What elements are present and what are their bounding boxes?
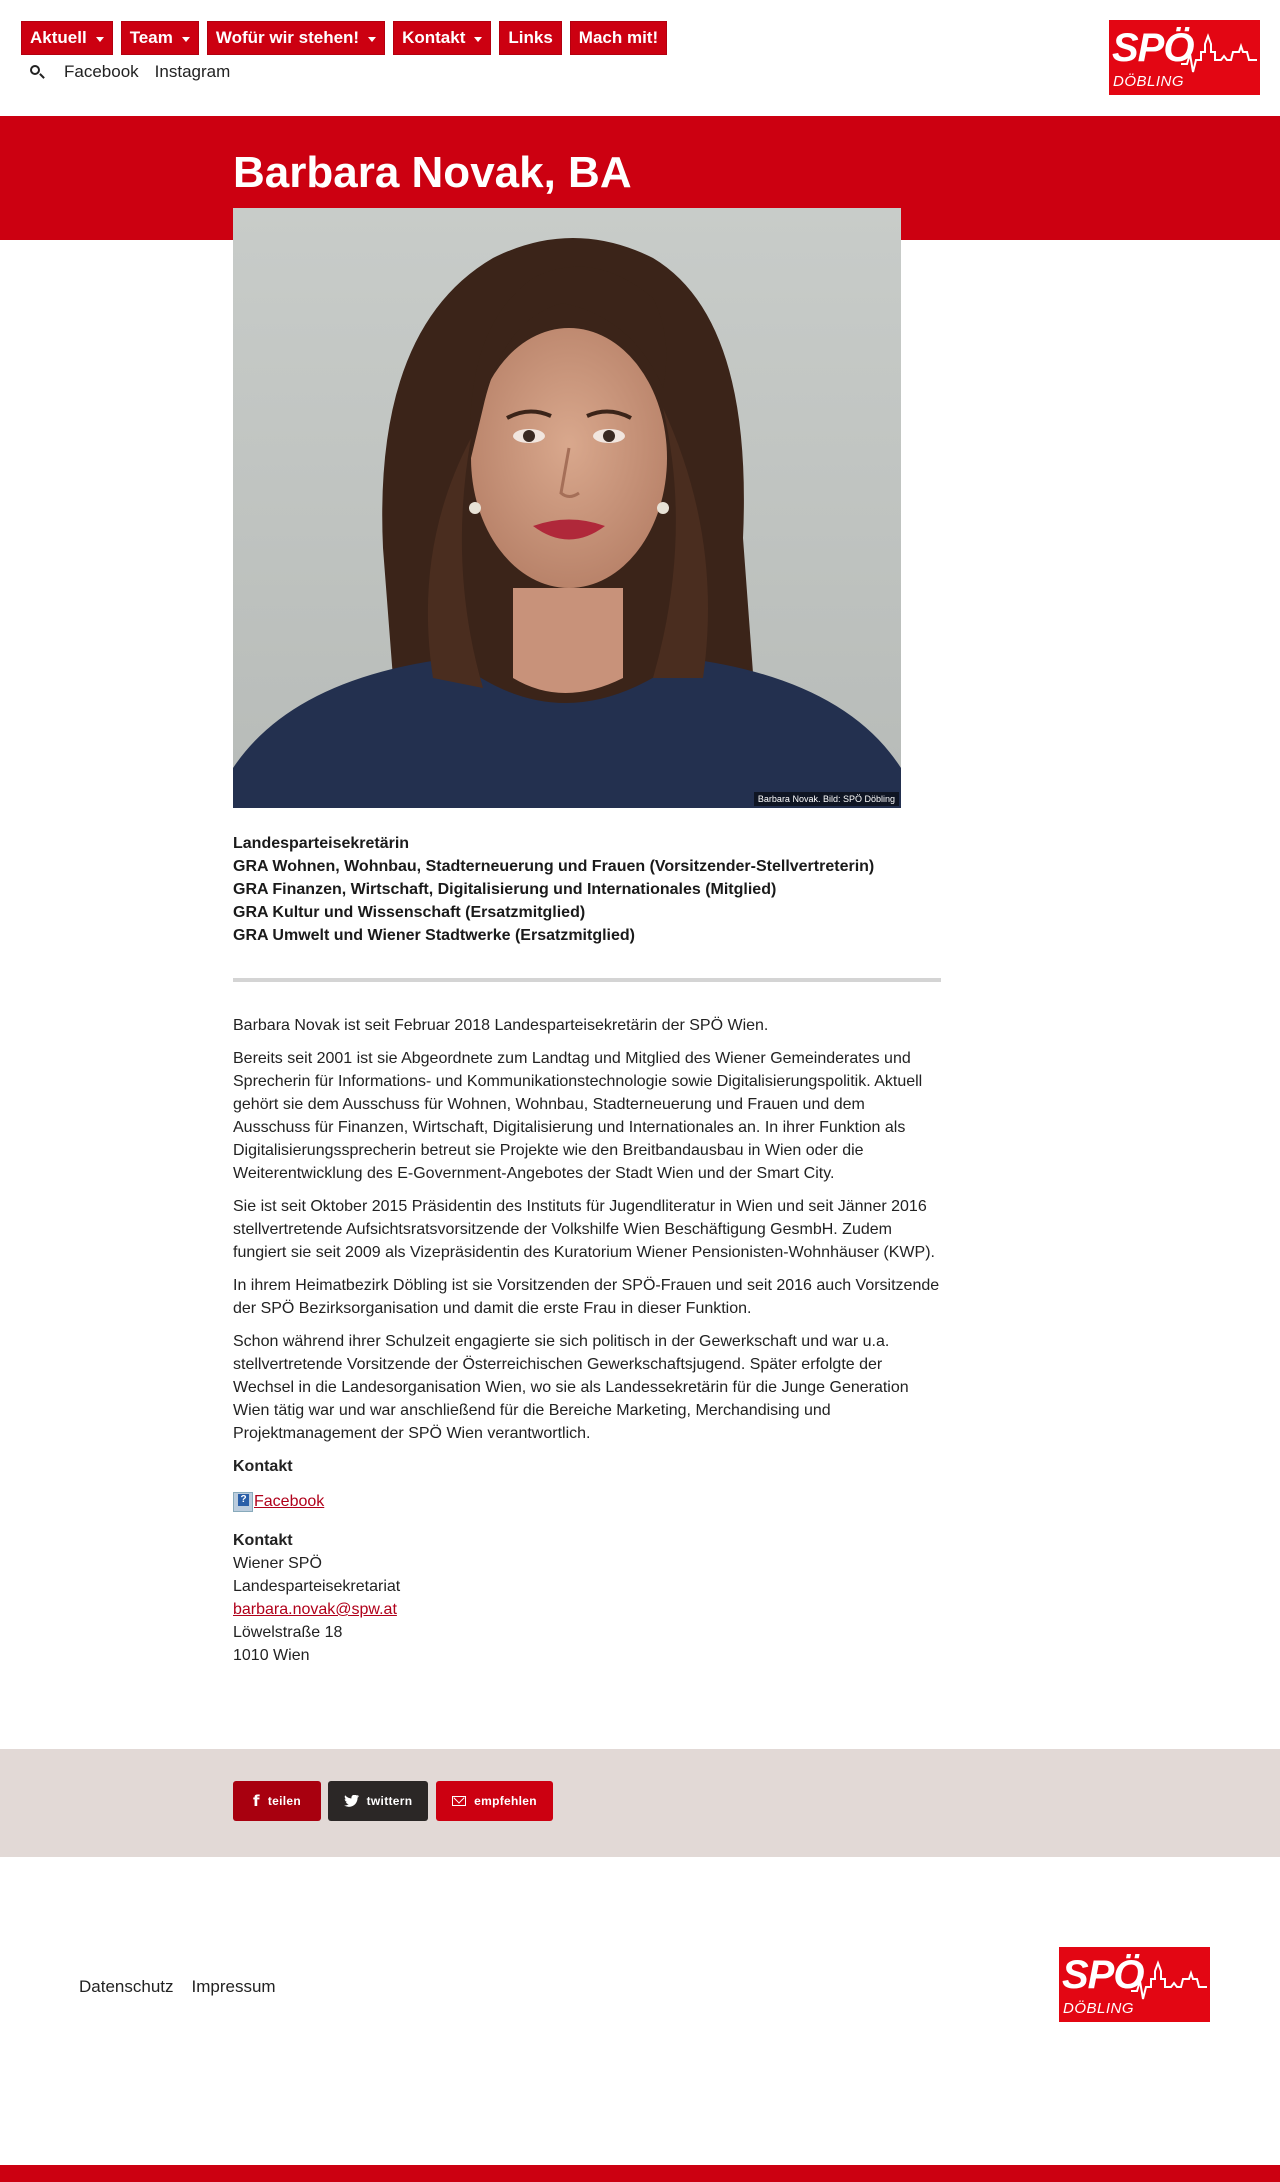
twitter-bird-icon xyxy=(344,1795,359,1808)
nav-label: Links xyxy=(508,28,553,47)
share-twitter-button[interactable] xyxy=(328,1781,428,1821)
footer-link-impressum[interactable]: Impressum xyxy=(191,1977,276,1996)
logo-subtext: DÖBLING xyxy=(1113,73,1185,90)
bio-paragraph: Barbara Novak ist seit Februar 2018 Landesparteisekretärin der SPÖ Wien. xyxy=(233,1017,769,1034)
nav-wofuer-wir-stehen[interactable] xyxy=(207,21,385,55)
facebook-icon: f xyxy=(253,1792,260,1810)
nav-mach-mit[interactable] xyxy=(570,21,667,55)
skyline-heartbeat-icon xyxy=(1181,32,1257,80)
logo-text: SPÖ xyxy=(1112,26,1194,70)
photo-caption: Barbara Novak. Bild: SPÖ Döbling xyxy=(754,792,899,806)
share-label: empfehlen xyxy=(474,1794,537,1808)
footer-link-datenschutz[interactable]: Datenschutz xyxy=(79,1977,174,1996)
spoe-doebling-logo[interactable] xyxy=(1109,20,1260,95)
role-item: Landesparteisekretärin xyxy=(233,835,410,852)
role-item: GRA Finanzen, Wirtschaft, Digitalisierung und Internationales (Mitglied) xyxy=(233,881,777,898)
nav-team[interactable] xyxy=(121,21,199,55)
role-item: GRA Wohnen, Wohnbau, Stadterneuerung und Frauen (Vorsitzender-Stellvertreterin) xyxy=(233,858,875,875)
contact-heading-2: Kontakt xyxy=(233,1532,293,1549)
search-icon[interactable] xyxy=(28,63,46,81)
biography xyxy=(233,1014,941,1667)
caret-down-icon xyxy=(368,37,376,42)
caret-down-icon xyxy=(474,37,482,42)
share-email-button[interactable] xyxy=(436,1781,553,1821)
portrait-photo xyxy=(233,208,901,808)
contact-address xyxy=(233,1529,941,1667)
role-item: GRA Kultur und Wissenschaft (Ersatzmitglied) xyxy=(233,904,586,921)
section-divider xyxy=(233,978,941,982)
contact-city: 1010 Wien xyxy=(233,1647,310,1664)
page-title: Barbara Novak, BA xyxy=(233,148,632,197)
envelope-icon xyxy=(452,1796,466,1806)
nav-label: Wofür wir stehen! xyxy=(215,28,360,47)
footer-bottom-bar xyxy=(0,2165,1280,2182)
logo-subtext: DÖBLING xyxy=(1063,2000,1135,2017)
nav-label: Mach mit! xyxy=(578,28,659,47)
footer-links xyxy=(79,1977,276,1997)
bio-paragraph: Schon während ihrer Schulzeit engagierte sie sich politisch in der Gewerkschaft und war u.a. stellvertretende Vorsitzende der Österreichischen Gewerkschaftsjugend. Später erfolgte der Wechsel in die Landesorganisation Wien, wo sie als Landessekretärin für die Junge Generation Wien tätig war und war anschließend für die Bereiche Marketing, Merchandising und Projektmanagement der SPÖ Wien verantwortlich. xyxy=(233,1333,909,1442)
nav-label: Kontakt xyxy=(402,28,466,47)
email-link[interactable]: barbara.novak@spw.at xyxy=(233,1601,397,1618)
bio-paragraph: Sie ist seit Oktober 2015 Präsidentin des Instituts für Jugendliteratur in Wien und seit Jänner 2016 stellvertretende Aufsichtsratsvorsitzende der Volkshilfe Wien Beschäftigung GesmbH. Zudem fungiert sie seit 2009 als Vizepräsidentin des Kuratorium Wiener Pensionisten-Wohnhäuser (KWP). xyxy=(233,1198,935,1261)
nav-aktuell[interactable] xyxy=(21,21,113,55)
contact-org: Wiener SPÖ xyxy=(233,1555,322,1572)
share-label: twittern xyxy=(366,1794,413,1808)
contact-heading: Kontakt xyxy=(233,1458,293,1475)
instagram-link[interactable]: Instagram xyxy=(154,62,231,81)
share-section xyxy=(0,1749,1280,1857)
facebook-profile-link[interactable]: Facebook xyxy=(254,1493,325,1510)
facebook-link[interactable]: Facebook xyxy=(64,62,139,81)
nav-links[interactable] xyxy=(499,21,561,55)
bio-paragraph: In ihrem Heimatbezirk Döbling ist sie Vorsitzenden der SPÖ-Frauen und seit 2016 auch Vorsitzende der SPÖ Bezirksorganisation und damit die erste Frau in dieser Funktion. xyxy=(233,1277,940,1317)
role-item: GRA Umwelt und Wiener Stadtwerke (Ersatzmitglied) xyxy=(233,927,635,944)
nav-label: Team xyxy=(129,28,173,47)
main-navigation xyxy=(21,21,667,55)
facebook-contact xyxy=(233,1490,941,1513)
contact-street: Löwelstraße 18 xyxy=(233,1624,343,1641)
nav-kontakt[interactable] xyxy=(393,21,491,55)
secondary-navigation xyxy=(28,62,230,82)
nav-label: Aktuell xyxy=(30,28,87,47)
broken-image-icon xyxy=(233,1492,253,1512)
roles-list xyxy=(233,832,941,947)
logo-text: SPÖ xyxy=(1062,1953,1144,1997)
footer-logo[interactable] xyxy=(1059,1947,1210,2022)
bio-paragraph: Bereits seit 2001 ist sie Abgeordnete zum Landtag und Mitglied des Wiener Gemeinderates und Sprecherin für Informations- und Kommunikationstechnologie sowie Digitalisierungspolitik. Aktuell gehört sie dem Ausschuss für Wohnen, Wohnbau, Stadterneuerung und Frauen und dem Ausschuss für Finanzen, Wirtschaft, Digitalisierung und Internationales an. In ihrer Funktion als Digitalisierungssprecherin betreut sie Projekte wie den Breitbandausbau in Wien oder die Weiterentwicklung des E-Government-Angebotes der Stadt Wien und der Smart City. xyxy=(233,1050,923,1182)
caret-down-icon xyxy=(182,37,190,42)
share-facebook-button[interactable] xyxy=(233,1781,321,1821)
contact-department: Landesparteisekretariat xyxy=(233,1578,401,1595)
skyline-heartbeat-icon xyxy=(1131,1959,1207,2007)
share-label: teilen xyxy=(267,1794,301,1808)
caret-down-icon xyxy=(96,37,104,42)
